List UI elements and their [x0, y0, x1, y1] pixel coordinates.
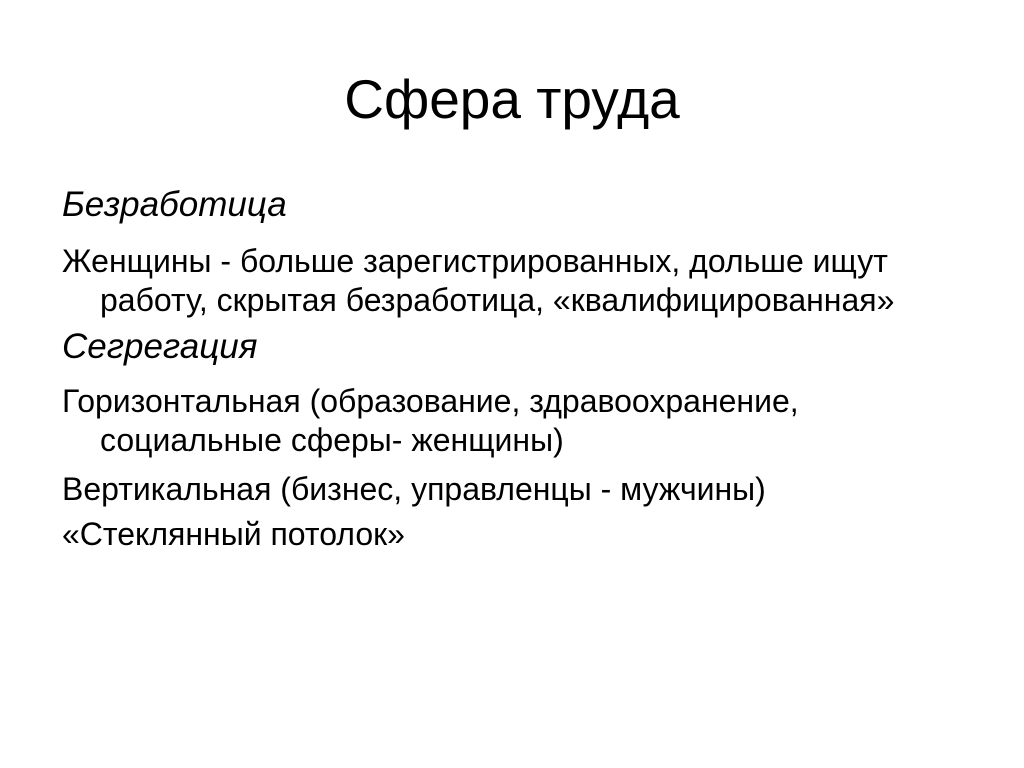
- text-vertical-segregation: Вертикальная (бизнес, управленцы - мужчины): [62, 471, 766, 507]
- text-unemployment: Женщины - больше зарегистрированных, дольше ищут работу, скрытая безработица, «квалифицированная»: [62, 243, 895, 318]
- heading-segregation: Сегрегация: [62, 327, 258, 366]
- text-horizontal-segregation: Горизонтальная (образование, здравоохранение, социальные сферы- женщины): [62, 383, 799, 458]
- heading-unemployment: Безработица: [62, 185, 287, 224]
- slide-body: [62, 184, 982, 554]
- text-glass-ceiling: «Стеклянный потолок»: [62, 516, 405, 552]
- slide-title: Сфера труда: [344, 68, 680, 130]
